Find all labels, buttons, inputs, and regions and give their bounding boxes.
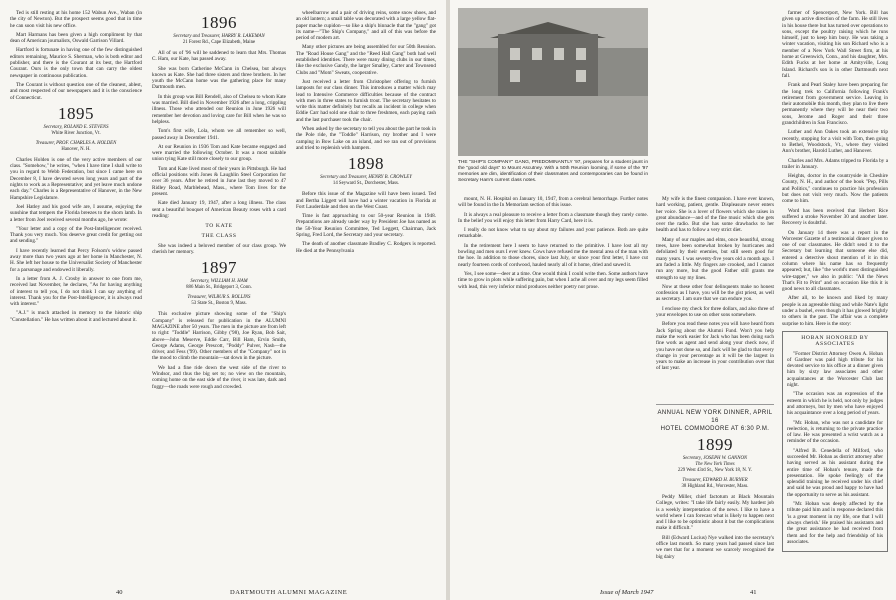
secretary-address: 886 Main St., Bridgeport 3, Conn. [186,285,252,291]
paragraph: Frank and Pearl Staley have been preparing for the long trek to California following Frank's retirement from government service. Leaving in their automobile this month, they plan to live there permanently where they will be near their two sons, Jerome and Roger and their three grandchildren in San Francisco. [782,82,888,127]
paragraph: Tom and Kate lived most of their years in Pittsburgh. He had official positions with Jones & Laughlin Steel Corporation for over 36 years. After he retired in June last they moved to 47 Ridley Road, Marblehead, Mass., where Tom lives for the present. [152,165,286,197]
treasurer-label: Treasurer, EDWARD H. BURNER [682,478,748,483]
paragraph: Now at these other four delinquents make no honest confession as I have, you will be the gist priest, as well as secretary. I am sure that we can endure you. [656,283,774,303]
paragraph: Heights, doctor in the countryside in Cheshire County, N. H., and author of the book "Pep, Pills and Politics," continues to practice his profession but does not visit very much. Now the patients come to him. [782,173,888,205]
paragraph: Tom's first wife, Lola, whom we all remember so well, passed away in December 1941. [152,128,286,141]
class-year-heading: 1896 [201,13,237,32]
treasurer-address: 38 Highland Rd., Worcester, Mass. [681,484,749,489]
left-column-2 [152,10,286,393]
paragraph: She was born Catherine McCann in Chelsea, but always known as Kate. She had three sisters and three brothers. In her youth the McCann home was the gathering place for many Dartmouth men. [152,65,286,91]
treasurer-address: 53 State St., Boston 9, Mass. [191,301,247,307]
secretary-address: 14 Seyward St., Dorchester, Mass. [332,181,400,187]
paragraph: In a letter from A. J. Crosby in answer to one from me, received last November, he declares, "As for having anything of interest to tell you, I do not think I can say anything of interest. Thank you for the Post-Intelligencer, it is always read with interest." [10,275,142,308]
paragraph: mount, N. H. Hospital on January 10, 1947, from a cerebral hemorrhage. Further notes will be found in the In Memoriam section of this issue. [458,196,648,209]
paragraph: wheelbarrow and a pair of driving reins, some snow shoes, and an old lantern; a small table was decorated with a large yellow flat-paper mache cupidon—so like a ship's binnacle that the "gang" got its name—"The Ship's Company," and all of this was before the period of modern art. [296,10,436,42]
secretary-label: Secretary, WILLIAM H. HAM [190,279,248,285]
paragraph: Yes, I see some—deer at a time. One would think I could write then. Some authors have time to grow in plots while suffering pain, but when I ache all over and my legs seem filled with lead, this very inferior mind produces neither poetry nor prose. [458,270,648,290]
treasurer-address: Hanover, N. H. [61,146,91,152]
secretary-address: 21 Forest Rd., Cape Elizabeth, Maine [182,40,256,45]
paragraph: Peddy Miller, chief factotum at Black Mountain College, writes: "I take life fairly easily. My hardest job is a weekly interpretation of the news. I like to have a world where I can forecast what is likely to happen next and I like to be optimistic about it but the complications make it difficult." [656,494,774,532]
paragraph: Ted is still resting at his home 152 Wabun Ave., Waban (in the city of Newton). But the prospect seems good that in time he can soon visit his new office. [10,10,142,29]
treasurer-label: Treasurer, WILBUR S. ROLLINS [187,295,251,301]
paragraph: Many other pictures are being assembled for our 50th Reunion. The "Road House Gang" and the "Reed Hall Gang" both had well established identities. There were many dining clubs in our times, like the exclusive Gandy, the larger Smalley, Carter and Townsend Clubs and "Mom" Sweats, cooperative. [296,44,436,76]
right-column-2 [656,196,774,375]
magazine-title-footer: DARTMOUTH ALUMNI MAGAZINE [230,589,348,596]
class-year-heading: 1898 [348,154,384,174]
photo-caption: THE "SHIP'S COMPANY" GANG, PREDOMINANTLY '97, prepares for a student jaunt in the "good old days" to Mount Ascutney. With a 50th Reunion looming, if some of the '97 memories are dim, identification of their classmates and contemporaries can be found in Secretary Ham's current class notes. [458,160,648,183]
secretary-address: The New York Times [695,462,735,467]
secretary-label: Secretary, JOSEPH W. GANNON [682,456,748,461]
paragraph: Bill (Edward Lucius) Nye walked into the secretary's office last month. So many years had passed since last we met that for a moment we scarcely recognized the big dairy [656,534,774,560]
paragraph: Mart Harmans has been given a high compliment by that dean of American journalists, Oswald Garrison Villard. [10,31,142,45]
paragraph: Joel Hatley and his good wife are, I assume, enjoying the sunshine that tempers the Florida breezes to the shorn lamb. In a letter from Joel received several months ago, he wrote: [10,203,142,223]
paragraph: In this group was Bill Rendell, also of Chelsea to whom Kate was married. Bill died in November 1926 after a long, crippling illness. Those who attended our Reunion in June 1926 will remember her devotion and loving care for Bill when he was so helpless. [152,93,286,125]
paragraph: I really do not know what to say about my failures and your patience. Both are quite remarkable. [458,227,648,240]
paragraph: We had a fine ride down the west side of the river to Windsor, and thus the big set to; no view on the mountain, coming home on the east side of the river, it was late, dark and foggy—the roads were rough and crowded. [152,364,286,390]
class-year-heading: 1895 [58,103,94,123]
right-page [450,0,896,600]
dinner-line: HOTEL COMMODORE AT 6:30 P.M. [660,426,770,432]
paragraph: This exclusive picture showing some of the "Ship's Company" is released for publication in the ALUMNI MAGAZINE after 50 years. The men in the picture are from left to right: "Toddle" Harrison, Gibby ('98), Joe Ryan, Bob Sait, above—John Meserve, Eddie Carr, Bill Ham, Ervin Smith, George Adams, George Prescott, "Poddy" Pulver, Nash—the driver, and Fess ('99). Other members of the "Company" not in the mood to climb the mountain—sat down in the picture. [152,311,286,362]
paragraph: I enclose my check for three dollars, and also three of your envelopes to use on other sons somewhere. [656,305,774,319]
paragraph: The death of another classmate Bradley C. Rodgers is reported. He died at the Pennsylvania [296,241,436,254]
paragraph: On January 14 there was a report in the Worcester Gazette of a testimonial dinner given to one of our classmates. He didn't send it to the Secretary but learning that someone else did, entered a detective shout mention of it in this column where his name has so frequently appeared; but, like "the world's most distinguished wire-tapper," we also in public: "All the News That's Fit to Print" and on occasion like this it is good news to all classmates. [782,229,888,293]
paragraph: All of us of '96 will be saddened to learn that Mrs. Thomas C. Ham, our Kate, has passed away. [152,50,286,63]
left-page [0,0,446,600]
paragraph: At our Reunion in 1936 Tom and Kate became engaged and were married the following October. It was a most suitable union tying Kate still more closely to our group. [152,143,286,163]
paragraph: Word has been received that Herbert Rice suffered a stroke November 30 and another later. Recovery is doubtful. [782,207,888,227]
class-year-heading: 1897 [201,258,237,278]
paragraph: Just received a letter from Christopher offering to furnish lamposts for our class dinner. This introduces a matter which may lead to Intensive Commerce difficulties because of the contract with men in three states to furnish trout. The secretary hesitates to write this matter definitely but recalls an incident in college when Eddie Carr had sold one chair to three freshmen, each paying cash and the last purchaser took the chair. [296,78,436,123]
paragraph: When asked by the secretary to tell you about the part he took in the Pole ride, the "Toddle" Harrison, my brother and I were camping in Bow Lake on an island, and we ran out of provisions and tried to replenish with hampers. [296,126,436,151]
left-column-1 [10,10,142,326]
paragraph: Before this issue of the Magazine will have been issued. Ted and Bertha Liggett will have had a winter vacation in Florida at Fort Lauderdale and then on the West Coast. [296,191,436,210]
secretary-address: White River Junction, Vt. [51,130,101,136]
paragraph: "Mr. Hoban, who was not a candidate for reelection, is returning to the private practice of law. He was presented a wrist watch as a reminder of the occasion. [787,419,883,445]
dinner-line: ANNUAL NEW YORK DINNER, APRIL 16 [657,410,773,424]
paragraph: Hartford is fortunate in having one of the few distinguished editors remaining, Maurice S. Sherman, who is both editor and publisher, and there is the Courant at its best, the Hartford Courant. Ours is the only town that can carry the oldest newspaper in continuous publication. [10,47,142,79]
secretary-label: Secretary, ROLAND E. STEVENS [43,124,109,130]
secretary-label: Secretary and Treasurer, HARRY R. LAKEMAN [173,34,265,39]
ships-company-photo [458,8,648,156]
page-number: 41 [750,589,757,596]
paragraph: Charles Holden is one of the very active members of our class. "Somehow," he writes, "when I have time I shall write to you in regard to Webb Federation, but since I came here on December 8, I have devoted seven long years and part of the nights to work as a Representative; and yet leave much undone each day." Charles is a Representative of Hanover, in the New Hampshire Legislature. [10,156,142,201]
paragraph: "A.J." is much attached in memory to the historic ship "Constellation." He has written about it and lectured about it. [10,310,142,323]
paragraph: "Alfred B. Cenedella of Milford, who succeeded Mr. Hoban as district attorney after having served as his assistant during the entire time of Hoban's tenure, made the presentation. He spoke feelingly of the splendid training he received under his chief and said he was proud and happy to have had the opportunity to serve as his assistant. [787,447,883,498]
paragraph: Kate died January 19, 1947, after a long illness. The class sent a beautiful bouquet of American Beauty roses with a card reading: [152,200,286,219]
paragraph: "Your letter and a copy of the Post-Intelligencer received. Thank you very much. You deserve great credit for getting out and sending." [10,225,142,245]
paragraph: Charles and Mrs. Adams tripped to Florida by a trailer in January. [782,157,888,170]
card-text-line: TO KATE [205,223,233,230]
paragraph: The Courant is without question one of the cleanest, ablest, and most respected of our newspapers and it is the conscience of Connecticut. [10,81,142,101]
paragraph: Many of our maples and elms, once beautiful, strong trees, have been somewhat broken by hurricanes and defoliated by their enemies, but still seem good for many years. I was seventy-five years old a month ago. I am faded a little. My fingers are crooked, and I cannot run any more, but the good Father still grants me strength to say my lines. [656,236,774,281]
dinner-announcement [656,404,774,433]
paragraph: In the retirement here I seem to have returned to the primitive. I have lost all my bowling and men ours I ever knew. Cows have refused me the mental area of the man with the hoe. In addition to those chores, since last July, or since your first letter, I have cut nearly fourteen cords of cordwood, hauled nearly all of it home, dried and sawed it. [458,242,648,268]
paragraph: It is always a real pleasure to receive a letter from a classmate though they rarely come. In the belief you will enjoy this letter from Harry Card, here it is. [458,211,648,224]
right-column-2-bottom [656,432,774,563]
right-column-3 [782,10,888,552]
issue-date-footer: Issue of March 1947 [600,589,654,596]
paragraph: Before you read these notes you will have heard from Jack Spring about the Alumni Fund. Won't you help make the work easier for Jack who has been doing such fine work as agent and send along your check now, if you have not done so, and Jack will be glad to that every change in your percentage as it will be the largest in years to make an increase in your contribution over that of last year. [656,321,774,372]
paragraph: Luther and Ann Oakes took an extensive trip recently, stopping for a visit with Tom, then going to Bethel, Woodstock, Vt., where they visited Ann's brother, Harold Luther, and Hanover. [782,129,888,155]
paragraph: farmer of Spencerport, New York. Bill has given up active direction of the farm. He still lives in his house there but has turned over operations to sons, except the poultry raising which he runs himself, just to keep him busy. He was taking a winter vacation, visiting his son Richard who is a member of a New York Wall Street firm, at his home at Greenwich, Conn., and his daughter, Mrs. Edith Fucks at her home at Amityville, Long Island. Richard's son is in other Dartmouth next fall. [782,10,888,79]
left-column-3 [296,10,436,257]
paragraph: I have recently learned that Percy Folsom's widow passed away more than two years ago at her home in Manchester, N. H. She left her house to the Universalist Society of Manchester for a parsonage and endowed it liberally. [10,247,142,273]
right-column-1 [458,196,648,293]
news-clipping-box [782,331,888,552]
card-text-line: THE CLASS [201,233,237,240]
paragraph: "The occasion was an expression of the esteem in which he is held, not only by judges and attorneys, but by men who have enjoyed his acquaintance over a long period of years. [787,391,883,417]
class-year-heading: 1899 [697,435,733,454]
secretary-label: Secretary and Treasurer, HENRY B. CROWLEY [320,175,412,181]
paragraph: My wife is the finest companion. I have ever known, hard working, patient, gentle. Displeasure never enters her voice. She is a lover of flowers which she raises in great abundance—and of the fine music which she gets over the radio. But she has some drawbacks to her health and has to follow a very strict diet. [656,196,774,234]
clipping-headline: HOBAN HONORED BY ASSOCIATES [801,334,869,348]
paragraph: She was indeed a beloved member of our class group. We cherish her memory. [152,242,286,256]
treasurer-label: Treasurer, PROF. CHARLES A. HOLDEN [35,140,117,146]
page-number: 40 [116,589,123,596]
paragraph: Time is fast approaching to our 50-year Reunion in 1948. Preparations are already under way by President Joe has named as the 50-Year Reunion Committee, Ted Leggett, Chairman, Jack Spring, Fred Lord, the Secretary and your secretary. [296,213,436,239]
paragraph: "Mr. Hoban was deeply affected by the tribute paid him and in response declared this 'is a great moment in my life, one that I will always cherish.' He praised his assistants and the great assistance he had received from them and for the help and friendship of his associates. [787,501,883,545]
paragraph: After all, to be known and liked by many people is an agreeable thing and while Nate's light under a bushel, even though it has glowed brightly to others in the past. The affair was a complete surprise to him. Here is the story: [782,295,888,327]
paragraph: "Former District Attorney Owen A. Hoban of Gardner was paid high tribute for his devoted service to his office at a dinner given him by sixty law associates and other acquaintances at the Worcester Club last night. [787,350,883,389]
secretary-address: 229 West 43rd St., New York 18, N. Y. [677,468,753,473]
